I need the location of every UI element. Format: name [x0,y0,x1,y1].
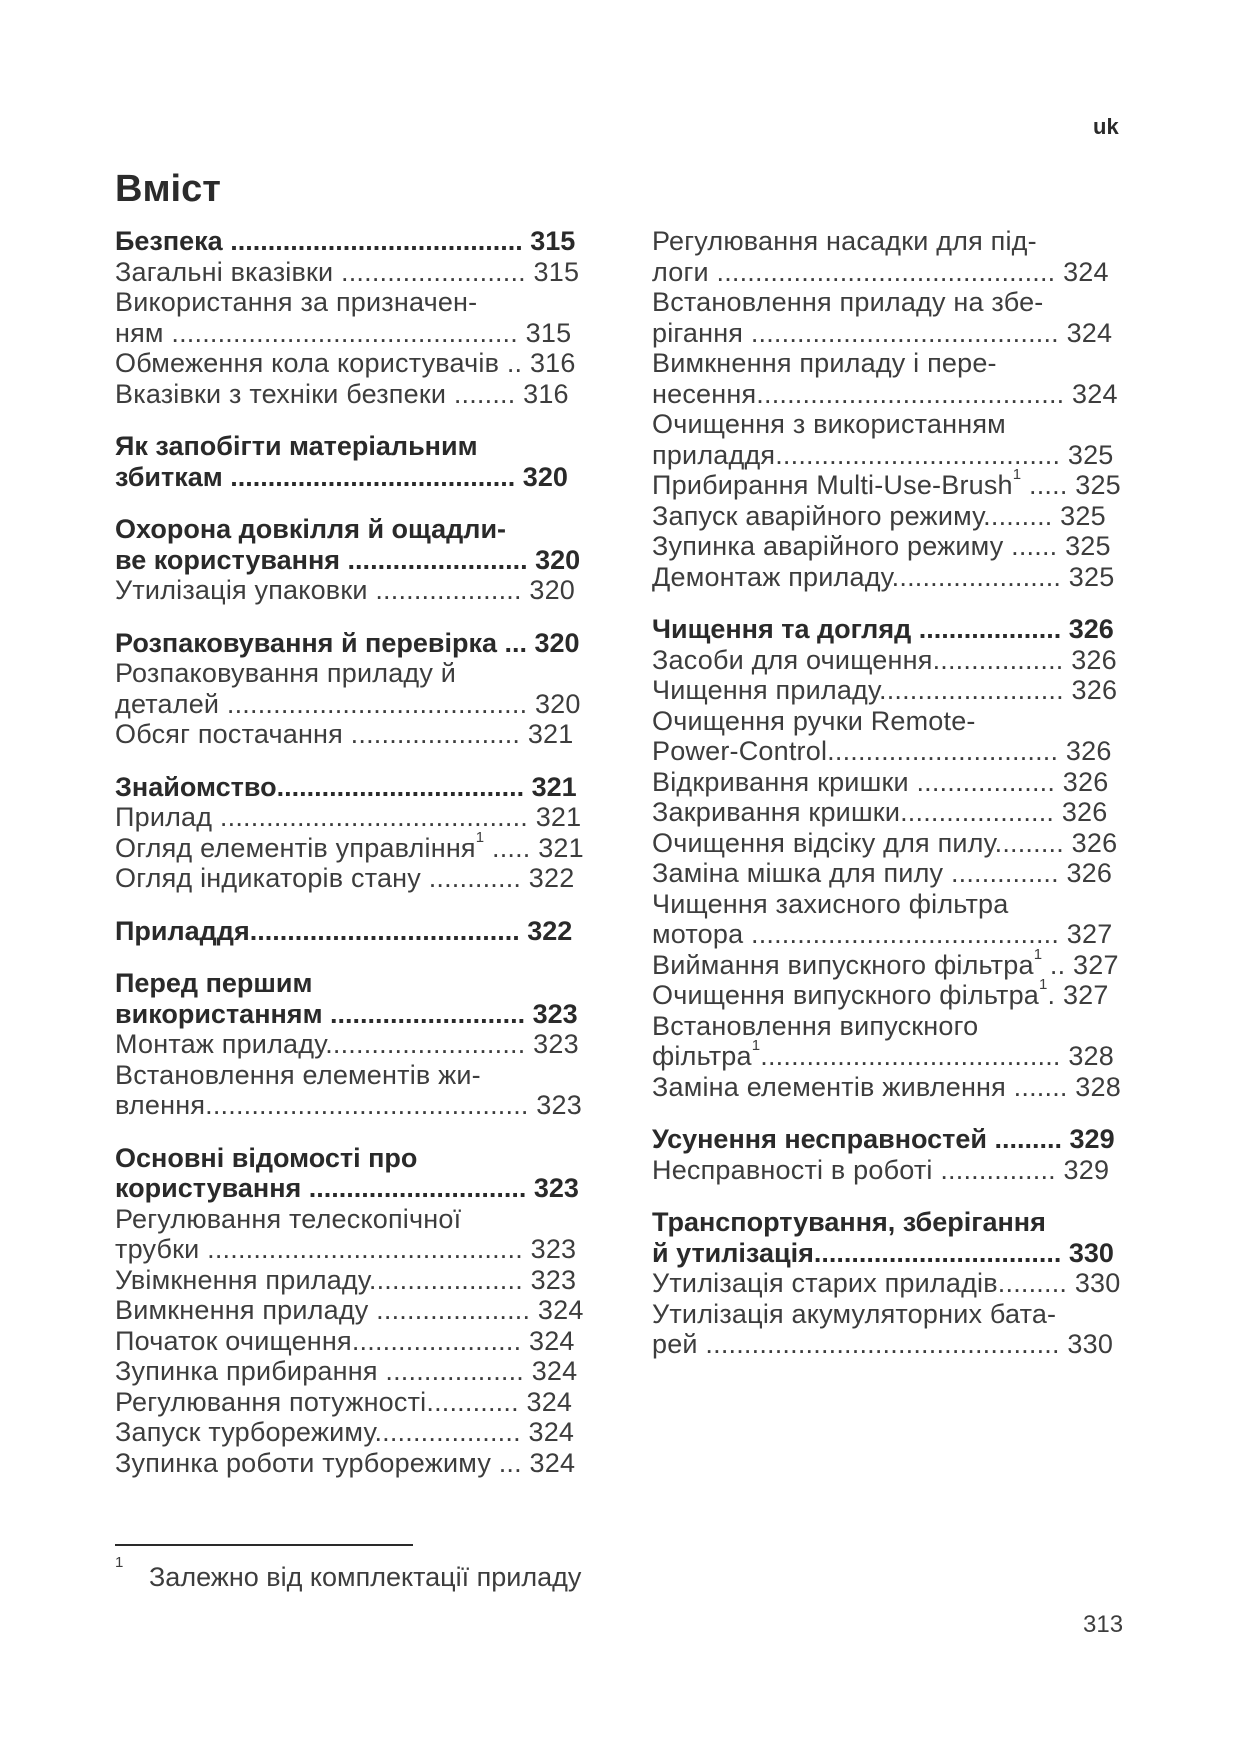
toc-entry-line: Зупинка роботи турборежиму ... 324 [115,1447,576,1478]
toc-entry-line: Чищення та догляд ................... 326 [652,614,1114,644]
toc-entry [652,1299,1132,1360]
toc-entry [652,466,1132,501]
language-code: uk [1093,114,1119,139]
toc-entry-line: Прилад ........................................ 321 [115,802,582,832]
toc-entry-line: Power-Control.............................. 326 [652,736,1112,766]
toc-entry [652,226,1132,287]
toc-entry-line: Регулювання потужності............ 324 [115,1386,573,1417]
toc-entry [652,1268,1132,1299]
toc-entry [652,858,1132,889]
toc-entry [652,409,1132,470]
toc-entry-line: Прибирання Multi-Use-Brush$^1$ ..... 325 [652,466,1121,500]
toc-entry-line: Заміна мішка для пилу .............. 326 [652,858,1113,888]
toc-entry-line: Перед першим [115,968,313,998]
toc-entry [652,1155,1132,1186]
toc-entry [652,348,1132,409]
toc-entry-line: Початок очищення...................... 324 [115,1325,575,1356]
toc-entry-line: Розпаковування приладу й [115,658,457,688]
toc-entry-line: влення.......................................... 323 [115,1090,582,1120]
toc-section-heading [115,431,595,492]
toc-entry [115,1417,595,1448]
toc-entry-line: Монтаж приладу.......................... 323 [115,1029,579,1059]
toc-entry [115,1295,595,1326]
toc-entry-line: Запуск турборежиму................... 324 [115,1417,575,1447]
toc-entry [652,1011,1132,1072]
toc-right-column [652,226,1132,1360]
toc-entry-line: Відкривання кришки .................. 326 [652,766,1109,797]
toc-entry-line: логи ............................................ 324 [652,256,1109,287]
toc-entry-line: Засоби для очищення................. 326 [652,644,1117,675]
toc-entry [115,1326,595,1357]
toc-entry [115,379,595,410]
toc-entry [115,802,595,833]
toc-section-heading [115,772,595,803]
toc-section-heading [115,514,595,575]
toc-entry [115,1387,595,1418]
toc-entry-line: Регулювання насадки для під- [652,226,1037,256]
toc-entry-line: Використання за призначен- [115,287,478,317]
toc-entry-line: Обмеження кола користувачів .. 316 [115,348,576,378]
toc-entry [652,1072,1132,1103]
toc-entry-line: Утилізація упаковки ................... 320 [115,575,576,605]
toc-entry [652,706,1132,767]
toc-entry [652,562,1132,593]
toc-entry [115,828,595,864]
toc-entry-line: несення........................................ 324 [652,378,1118,409]
toc-entry [115,287,595,348]
toc-entry [652,828,1132,859]
toc-entry-line: й утилізація................................. 330 [652,1237,1114,1268]
toc-entry-line: Обсяг постачання ...................... 321 [115,719,574,749]
toc-entry-line: Розпаковування й перевірка ... 320 [115,627,580,658]
toc-entry-line: Приладдя.................................... 322 [115,915,573,946]
footnote-text: Залежно від комплектації приладу [149,1562,582,1592]
toc-entry-line: ням ............................................. 315 [115,317,572,348]
toc-entry-line: Чищення приладу........................ 326 [652,675,1118,705]
toc-entry-line: Зупинка прибирання .................. 324 [115,1356,578,1386]
toc-entry-line: Утилізація акумуляторних бата- [652,1298,1057,1329]
toc-section-heading [115,1143,595,1204]
toc-entry-line: Знайомство................................. 321 [115,771,577,802]
toc-entry-line: Огляд елементів управління$^1$ ..... 321 [115,828,584,863]
toc-entry-line: Очищення випускного фільтра$^1$. 327 [652,976,1109,1010]
page-number: 313 [1083,1611,1124,1638]
toc-entry [652,645,1132,676]
toc-entry-line: Очищення з використанням [652,409,1006,439]
toc-entry-line: Чищення захисного фільтра [652,888,1009,919]
toc-entry-line: Встановлення приладу на збе- [652,287,1044,317]
toc-left-column [115,226,595,1478]
toc-entry-line: трубки ......................................... 323 [115,1234,577,1264]
toc-entry [652,675,1132,706]
toc-entry-line: деталей ....................................... 320 [115,688,581,719]
toc-entry [115,1448,595,1479]
toc-entry-line: Усунення несправностей ......... 329 [652,1124,1115,1154]
toc-entry [115,348,595,379]
toc-entry [115,1060,595,1121]
toc-section-heading [115,628,595,659]
toc-entry [115,1204,595,1265]
toc-entry [115,1356,595,1387]
toc-entry-line: Вимкнення приладу .................... 324 [115,1295,584,1325]
page-title: Вміст [115,168,221,210]
toc-entry [652,531,1132,562]
toc-entry [652,767,1132,798]
toc-entry [652,976,1132,1011]
toc-list-right [652,226,1132,1360]
toc-entry-line: Регулювання телескопічної [115,1203,462,1234]
toc-entry-line: Закривання кришки.................... 326 [652,797,1108,827]
toc-entry-line: Транспортування, зберігання [652,1207,1046,1237]
toc-entry-line: Встановлення випускного [652,1010,979,1041]
toc-entry-line: ве користування ........................ 320 [115,544,581,575]
toc-entry [652,889,1132,950]
toc-entry [652,797,1132,828]
toc-entry [115,658,595,719]
toc-entry-line: Запуск аварійного режиму......... 325 [652,500,1106,531]
toc-entry-line: рігання ........................................ 324 [652,317,1113,348]
toc-section-heading [652,1207,1132,1268]
toc-entry-line: Виймання випускного фільтра$^1$ .. 327 [652,945,1119,980]
toc-entry [115,575,595,606]
toc-entry-line: Охорона довкілля й ощадли- [115,514,507,544]
toc-entry-line: Увімкнення приладу.................... 323 [115,1264,577,1295]
toc-entry-line: Вимкнення приладу і пере- [652,348,997,378]
toc-entry-line: приладдя..................................... 325 [652,439,1114,470]
toc-entry-line: Встановлення елементів жи- [115,1059,481,1090]
toc-list-left [115,226,595,1478]
toc-entry-line: мотора ........................................ 327 [652,919,1113,949]
toc-section-heading [652,614,1132,645]
toc-entry-line: Зупинка аварійного режиму ...... 325 [652,531,1111,561]
toc-entry-line: Несправності в роботі ............... 329 [652,1154,1110,1185]
toc-entry-line: використанням .......................... 323 [115,998,578,1029]
toc-entry [652,287,1132,348]
toc-section-heading [652,1124,1132,1155]
toc-section-heading [115,916,595,947]
toc-entry-line: Очищення ручки Remote- [652,705,976,736]
toc-entry [652,945,1132,981]
footnote-mark: 1 [115,1554,124,1571]
toc-entry-line: Огляд індикаторів стану ............ 322 [115,863,575,893]
toc-entry-line: рей .............................................. 330 [652,1329,1114,1359]
toc-entry-line: Очищення відсіку для пилу......... 326 [652,827,1118,858]
toc-entry-line: Демонтаж приладу...................... 325 [652,561,1115,592]
toc-entry-line: збиткам ...................................... 320 [115,461,568,492]
toc-entry-line: користування ............................. 323 [115,1173,579,1203]
toc-entry [115,1265,595,1296]
toc-entry [115,719,595,750]
toc-entry-line: Загальні вказівки ........................ 315 [115,256,580,287]
toc-section-heading [115,968,595,1029]
toc-entry [652,501,1132,532]
toc-entry [115,1029,595,1060]
toc-entry-line: Основні відомості про [115,1142,418,1173]
toc-entry-line: Утилізація старих приладів......... 330 [652,1268,1121,1298]
toc-entry-line: Вказівки з техніки безпеки ........ 316 [115,378,569,409]
toc-section-heading [115,226,595,257]
toc-entry-line: Заміна елементів живлення ....... 328 [652,1071,1121,1102]
toc-entry-line: Безпека ....................................... 315 [115,226,576,256]
toc-entry-line: фільтра$^1$....................................... 328 [652,1037,1114,1071]
toc-entry [115,257,595,288]
toc-entry [115,863,595,894]
footnote-divider [115,1544,413,1546]
toc-entry-line: Як запобігти матеріальним [115,431,478,461]
